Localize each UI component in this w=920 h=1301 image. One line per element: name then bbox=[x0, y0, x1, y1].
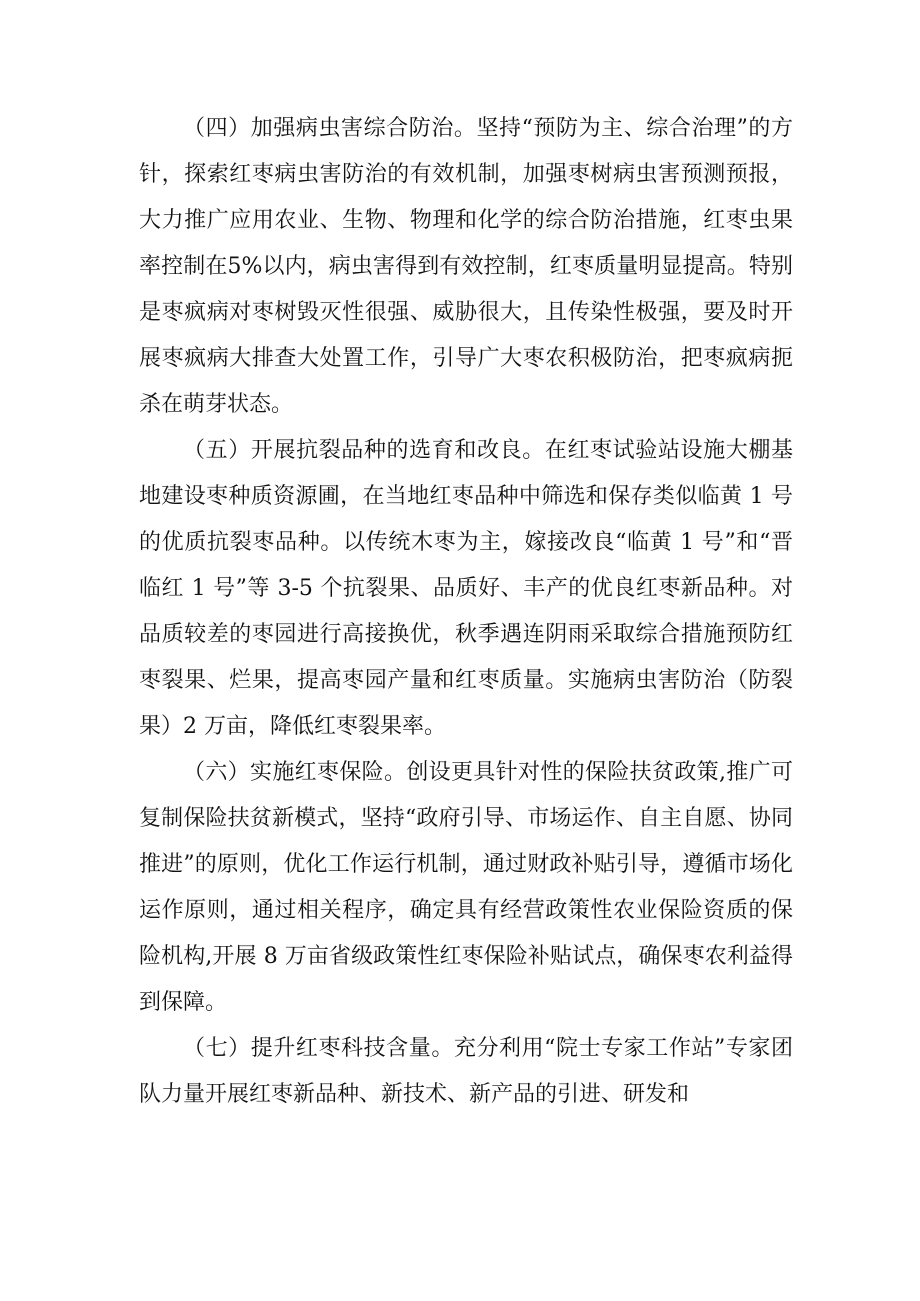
paragraph-technology-upgrade: （七）提升红枣科技含量。充分利用“院士专家工作站”专家团队力量开展红枣新品种、新技术、新产品的引进、研发和 bbox=[139, 1036, 793, 1107]
document-body bbox=[139, 106, 793, 1118]
paragraph-jujube-insurance: （六）实施红枣保险。创设更具针对性的保险扶贫政策,推广可复制保险扶贫新模式，坚持“政府引导、市场运作、自主自愿、协同推进”的原则，优化工作运行机制，通过财政补贴引导，遵循市场化运作原则，通过相关程序，确定具有经营政策性农业保险资质的保险机构,开展 8 万亩省级政策性红枣保险补贴试点，确保枣农利益得到保障。 bbox=[139, 760, 793, 1015]
paragraph-crack-resistant-varieties: （五）开展抗裂品种的选育和改良。在红枣试验站设施大棚基地建设枣种质资源圃，在当地红枣品种中筛选和保存类似临黄 1 号的优质抗裂枣品种。以传统木枣为主，嫁接改良“临黄 1 号”和“晋临红 1 号”等 3-5 个抗裂果、品质好、丰产的优良红枣新品种。对品质较差的枣园进行高接换优，秋季遇连阴雨采取综合措施预防红枣裂果、烂果，提高枣园产量和红枣质量。实施病虫害防治（防裂果）2 万亩，降低红枣裂果率。 bbox=[139, 438, 793, 739]
paragraph-pest-control: （四）加强病虫害综合防治。坚持“预防为主、综合治理”的方针，探索红枣病虫害防治的有效机制，加强枣树病虫害预测预报，大力推广应用农业、生物、物理和化学的综合防治措施，红枣虫果率控制在5%以内，病虫害得到有效控制，红枣质量明显提高。特别是枣疯病对枣树毁灭性很强、威胁很大，且传染性极强，要及时开展枣疯病大排查大处置工作，引导广大枣农积极防治，把枣疯病扼杀在萌芽状态。 bbox=[139, 116, 793, 417]
